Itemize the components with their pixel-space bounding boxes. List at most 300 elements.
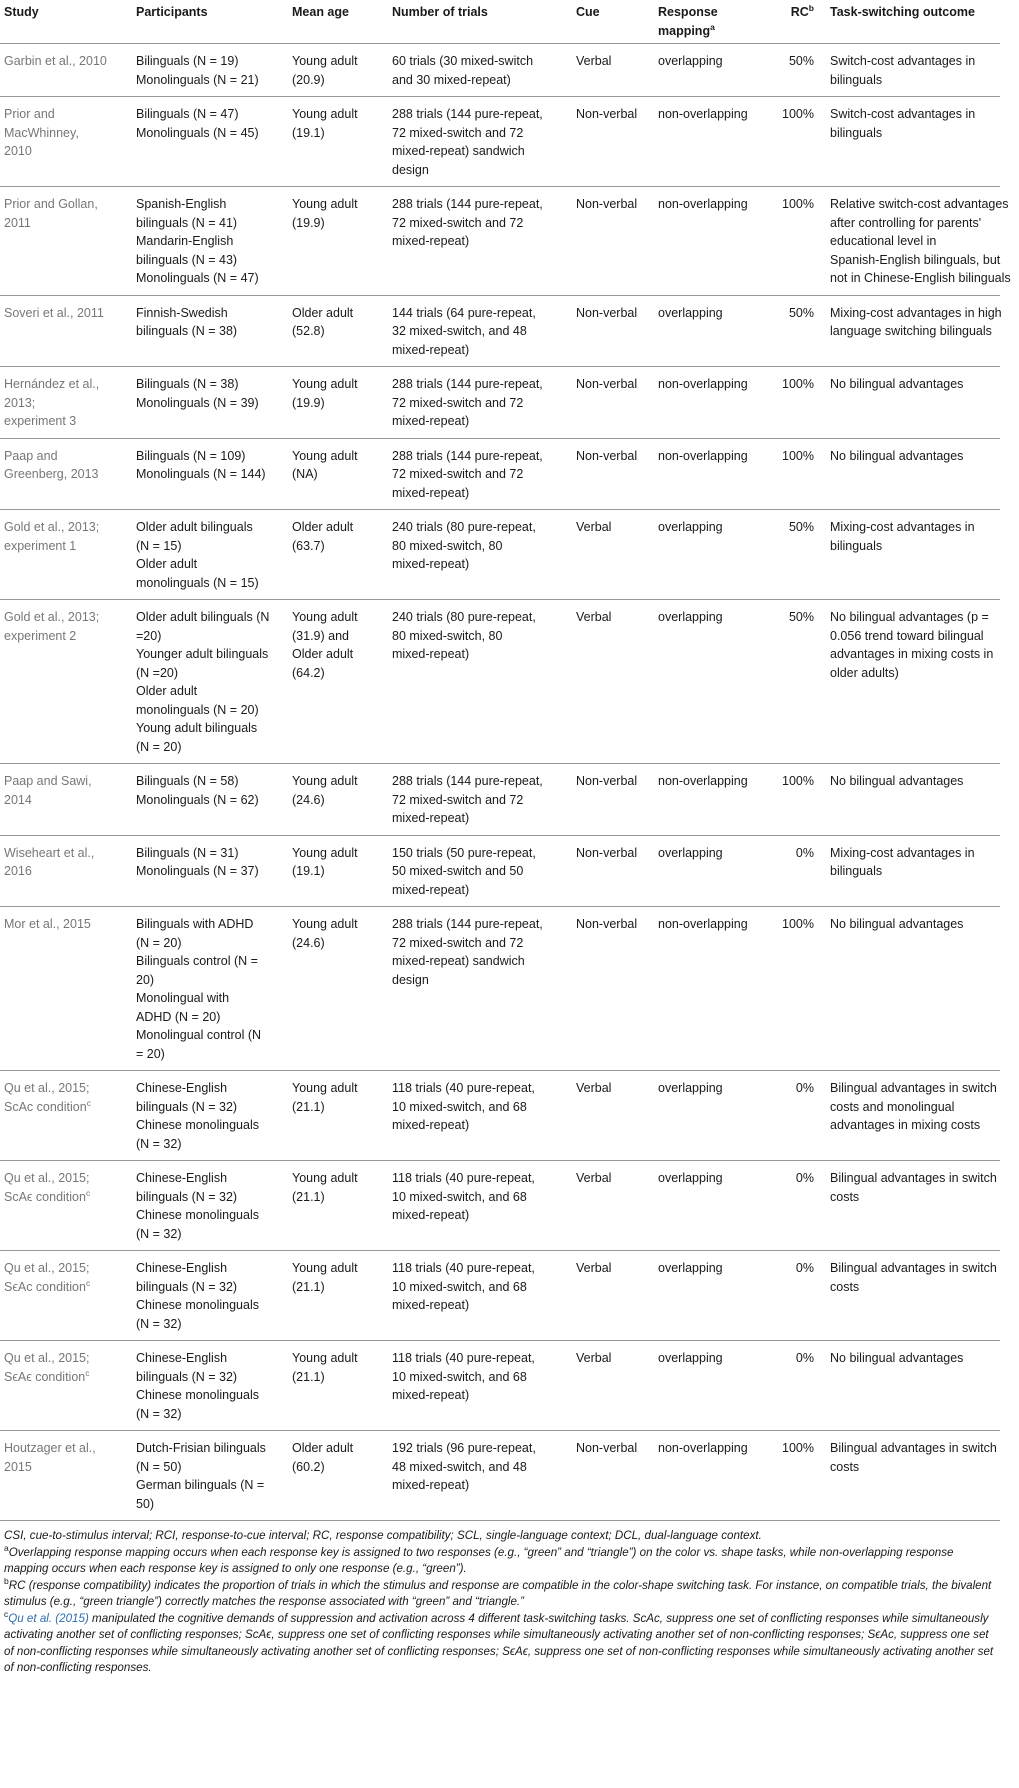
table-row <box>0 764 1000 836</box>
cue-cell: Non-verbal <box>572 367 654 439</box>
mean-age-cell-line: (21.1) <box>292 1189 325 1204</box>
study-cell-line: Hernández et al., <box>4 377 100 391</box>
header-trials: Number of trials <box>388 0 572 44</box>
mean-age-cell-line: Young adult <box>292 917 358 931</box>
outcome-cell-line: 0.056 trend toward bilingual <box>830 628 984 643</box>
mean-age-cell-line: (19.1) <box>292 864 325 878</box>
table-row <box>0 187 1000 296</box>
mean-age-cell <box>288 187 388 296</box>
study-cell <box>0 367 132 439</box>
outcome-cell-line: costs <box>830 1459 860 1474</box>
trials-cell <box>388 44 572 97</box>
rc-cell: 100% <box>768 367 826 439</box>
rc-cell: 100% <box>768 764 826 836</box>
mean-age-cell-line: Young adult <box>292 1261 358 1275</box>
table-row <box>0 295 1000 367</box>
mean-age-cell-line: Older adult <box>292 647 354 661</box>
outcome-cell <box>826 438 1000 510</box>
table-row <box>0 907 1000 1071</box>
participants-cell-line: Monolinguals (N = 45) <box>136 125 259 140</box>
cue-cell: Non-verbal <box>572 295 654 367</box>
cue-cell: Verbal <box>572 1251 654 1341</box>
study-cell-line: 2016 <box>4 864 32 878</box>
mean-age-cell-line: (64.2) <box>292 665 325 680</box>
mean-age-cell-line: (19.9) <box>292 215 325 230</box>
participants-cell-line: Bilinguals (N = 58) <box>136 774 239 788</box>
trials-cell-line: 80 mixed-switch, 80 <box>392 628 503 643</box>
study-cell-line: ScAϵ condition$^c$ <box>4 1187 91 1204</box>
cue-cell: Verbal <box>572 44 654 97</box>
outcome-cell-line: Mixing-cost advantages in <box>830 845 975 860</box>
participants-cell-line: (N = 15) <box>136 538 182 553</box>
study-cell-line: experiment 3 <box>4 414 77 428</box>
outcome-cell-line: advantages in mixing costs <box>830 1118 981 1132</box>
study-cell <box>0 1071 132 1161</box>
outcome-cell <box>826 907 1000 1071</box>
mean-age-cell <box>288 600 388 764</box>
participants-cell-line: (N = 32) <box>136 1316 182 1331</box>
cue-cell: Non-verbal <box>572 764 654 836</box>
outcome-cell-line: Mixing-cost advantages in <box>830 520 975 534</box>
participants-cell-line: Young adult bilinguals <box>136 721 258 735</box>
participants-cell-line: Chinese-English <box>136 1081 228 1095</box>
participants-cell <box>132 1161 288 1251</box>
participants-cell-line: Monolinguals (N = 62) <box>136 792 259 807</box>
study-cell-line: 2013; <box>4 395 36 410</box>
participants-cell-line: (N = 32) <box>136 1226 182 1241</box>
trials-cell-line: 118 trials (40 pure-repeat, <box>392 1081 535 1095</box>
mapping-cell: non-overlapping <box>654 764 768 836</box>
trials-cell-line: 72 mixed-switch and 72 <box>392 215 524 230</box>
trials-cell-line: mixed-repeat) <box>392 647 470 661</box>
footnote-c: $^c$Qu et al. (2015) manipulated the cognitive demands of suppression and activation across 4 different task-switching tasks. ScAc, suppress one set of conflicting responses while simultaneously activating another set of conflicting responses; ScAϵ, suppress one set of conflicting responses while simultaneously activating another set of non-conflicting responses; SϵAc, suppress one set of non-conflicting responses while simultaneously activating another set of conflicting responses; SϵAϵ, suppress one set of non-conflicting responses while simultaneously activating another set of non-conflicting responses. <box>4 1608 994 1674</box>
table-row <box>0 367 1000 439</box>
cue-cell: Verbal <box>572 510 654 600</box>
trials-cell-line: mixed-repeat) <box>392 1118 470 1132</box>
participants-cell-line: Monolinguals (N = 144) <box>136 467 266 481</box>
outcome-cell-line: Switch-cost advantages in <box>830 107 976 121</box>
study-cell <box>0 187 132 296</box>
outcome-cell-line: bilinguals <box>830 864 883 878</box>
header-cue: Cue <box>572 0 654 44</box>
trials-cell-line: 32 mixed-switch, and 48 <box>392 324 527 338</box>
trials-cell-line: 72 mixed-switch and 72 <box>392 935 524 950</box>
participants-cell-line: 50) <box>136 1496 155 1511</box>
footnote-marker: c <box>86 1097 91 1108</box>
mean-age-cell-line: (52.8) <box>292 324 325 338</box>
participants-cell <box>132 367 288 439</box>
outcome-cell <box>826 44 1000 97</box>
table-header-row <box>0 0 1000 44</box>
outcome-cell <box>826 97 1000 187</box>
mean-age-cell-line: (NA) <box>292 467 318 481</box>
participants-cell <box>132 295 288 367</box>
study-cell-line: SϵAϵ condition$^c$ <box>4 1367 90 1384</box>
trials-cell <box>388 97 572 187</box>
outcome-cell-line: Bilingual advantages in switch <box>830 1441 997 1455</box>
study-cell <box>0 295 132 367</box>
mean-age-cell <box>288 1341 388 1431</box>
participants-cell-line: 20) <box>136 972 155 987</box>
participants-cell <box>132 764 288 836</box>
outcome-cell-line: No bilingual advantages (p = <box>830 610 989 624</box>
outcome-cell <box>826 295 1000 367</box>
participants-cell-line: Older adult bilinguals <box>136 520 253 534</box>
mapping-cell: overlapping <box>654 1071 768 1161</box>
participants-cell-line: (N = 32) <box>136 1406 182 1421</box>
participants-cell <box>132 97 288 187</box>
mean-age-cell-line: (21.1) <box>292 1099 325 1114</box>
trials-cell-line: 72 mixed-switch and 72 <box>392 792 524 807</box>
mean-age-cell-line: (24.6) <box>292 792 325 807</box>
participants-cell <box>132 600 288 764</box>
mapping-cell: overlapping <box>654 510 768 600</box>
participants-cell-line: Younger adult bilinguals <box>136 647 269 661</box>
participants-cell-line: Chinese-English <box>136 1261 228 1275</box>
outcome-cell-line: costs <box>830 1279 860 1294</box>
mapping-cell: overlapping <box>654 1341 768 1431</box>
participants-cell <box>132 835 288 907</box>
study-cell-line: 2011 <box>4 215 31 230</box>
trials-cell-line: 288 trials (144 pure-repeat, <box>392 917 543 931</box>
trials-cell-line: 288 trials (144 pure-repeat, <box>392 774 543 788</box>
mean-age-cell-line: Young adult <box>292 1171 358 1185</box>
rc-cell: 50% <box>768 600 826 764</box>
trials-cell-line: 288 trials (144 pure-repeat, <box>392 448 543 463</box>
mapping-cell: non-overlapping <box>654 1431 768 1521</box>
participants-cell-line: monolinguals (N = 20) <box>136 702 259 717</box>
participants-cell <box>132 44 288 97</box>
participants-cell-line: Chinese-English <box>136 1351 228 1365</box>
header-rc: $RC^b$ <box>768 0 826 44</box>
mapping-cell: non-overlapping <box>654 907 768 1071</box>
outcome-cell-line: Spanish-English bilinguals, but <box>830 252 1001 267</box>
trials-cell-line: 288 trials (144 pure-repeat, <box>392 197 543 211</box>
outcome-cell-line: advantages in mixing costs in <box>830 647 994 661</box>
mapping-cell: overlapping <box>654 295 768 367</box>
participants-cell <box>132 1251 288 1341</box>
rc-cell: 50% <box>768 510 826 600</box>
participants-cell-line: (N = 50) <box>136 1459 182 1474</box>
mean-age-cell-line: Young adult <box>292 377 358 391</box>
table-row <box>0 600 1000 764</box>
trials-cell-line: 10 mixed-switch, and 68 <box>392 1369 527 1384</box>
mean-age-cell-line: Young adult <box>292 610 358 624</box>
outcome-cell <box>826 187 1011 296</box>
cue-cell: Non-verbal <box>572 97 654 187</box>
participants-cell <box>132 907 288 1071</box>
outcome-cell <box>826 367 1000 439</box>
table-row <box>0 835 1000 907</box>
footnote-abbreviations: CSI, cue-to-stimulus interval; RCI, response-to-cue interval; RC, response compatibility; SCL, single-language context; DCL, dual-language context. <box>4 1529 762 1542</box>
outcome-cell-line: bilinguals <box>830 538 883 553</box>
trials-cell-line: 288 trials (144 pure-repeat, <box>392 107 543 121</box>
table-row <box>0 44 1000 97</box>
outcome-cell-line: No bilingual advantages <box>830 377 964 391</box>
outcome-cell-line: costs <box>830 1189 860 1204</box>
rc-cell: 0% <box>768 1251 826 1341</box>
trials-cell <box>388 907 572 1071</box>
trials-cell-line: 50 mixed-switch and 50 <box>392 864 524 878</box>
outcome-cell <box>826 764 1000 836</box>
cue-cell: Verbal <box>572 1161 654 1251</box>
mean-age-cell-line: (60.2) <box>292 1459 325 1474</box>
study-cell-line: Soveri et al., 2011 <box>4 305 104 320</box>
outcome-cell-line: Mixing-cost advantages in high <box>830 305 1002 320</box>
mean-age-cell-line: Young adult <box>292 774 358 788</box>
mean-age-cell-line: Older adult <box>292 1441 354 1455</box>
participants-cell-line: (N = 20) <box>136 739 182 754</box>
participants-cell-line: (N = 32) <box>136 1136 182 1151</box>
participants-cell-line: Dutch-Frisian bilinguals <box>136 1441 266 1455</box>
table-row <box>0 97 1000 187</box>
participants-cell-line: bilinguals (N = 32) <box>136 1189 238 1204</box>
participants-cell-line: bilinguals (N = 32) <box>136 1099 238 1114</box>
trials-cell <box>388 1251 572 1341</box>
header-study: Study <box>0 0 132 44</box>
mean-age-cell-line: (19.1) <box>292 125 325 140</box>
outcome-cell <box>826 1251 1000 1341</box>
participants-cell-line: bilinguals (N = 38) <box>136 324 238 338</box>
participants-cell-line: Monolinguals (N = 39) <box>136 395 259 410</box>
mean-age-cell <box>288 97 388 187</box>
trials-cell-line: mixed-repeat) <box>392 557 470 571</box>
study-cell <box>0 907 132 1071</box>
participants-cell-line: =20) <box>136 628 162 643</box>
mapping-cell: overlapping <box>654 600 768 764</box>
trials-cell <box>388 600 572 764</box>
outcome-cell-line: educational level in <box>830 234 937 248</box>
mean-age-cell-line: Older adult <box>292 305 354 320</box>
trials-cell-line: mixed-repeat) <box>392 811 470 825</box>
mean-age-cell <box>288 764 388 836</box>
study-cell <box>0 44 132 97</box>
rc-cell: 50% <box>768 44 826 97</box>
table-footnotes <box>0 1521 998 1677</box>
rc-cell: 100% <box>768 187 826 296</box>
participants-cell-line: (N =20) <box>136 665 179 680</box>
trials-cell-line: 72 mixed-switch and 72 <box>392 395 524 410</box>
trials-cell-line: 240 trials (80 pure-repeat, <box>392 520 536 534</box>
outcome-cell <box>826 1071 1000 1161</box>
participants-cell <box>132 1341 288 1431</box>
study-cell-line: ScAc condition$^c$ <box>4 1097 91 1114</box>
participants-cell-line: monolinguals (N = 15) <box>136 575 259 590</box>
participants-cell <box>132 438 288 510</box>
mean-age-cell <box>288 1431 388 1521</box>
study-cell-line: Qu et al., 2015; <box>4 1171 90 1185</box>
study-cell-line: Gold et al., 2013; <box>4 610 100 624</box>
trials-cell-line: design <box>392 162 429 177</box>
mean-age-cell <box>288 1251 388 1341</box>
cue-cell: Non-verbal <box>572 1431 654 1521</box>
trials-cell-line: and 30 mixed-repeat) <box>392 72 511 87</box>
study-cell-line: MacWhinney, <box>4 125 79 140</box>
participants-cell-line: Bilinguals control (N = <box>136 954 258 968</box>
outcome-cell-line: older adults) <box>830 665 899 680</box>
study-cell-line: Wiseheart et al., <box>4 845 95 860</box>
study-cell-line: Qu et al., 2015; <box>4 1081 90 1095</box>
participants-cell-line: bilinguals (N = 43) <box>136 252 238 267</box>
outcome-cell <box>826 600 1000 764</box>
trials-cell-line: 60 trials (30 mixed-switch <box>392 54 534 68</box>
participants-cell-line: Bilinguals (N = 19) <box>136 54 239 68</box>
trials-cell-line: 72 mixed-switch and 72 <box>392 125 524 140</box>
trials-cell-line: 144 trials (64 pure-repeat, <box>392 305 536 320</box>
outcome-cell <box>826 835 1000 907</box>
study-cell-line: 2014 <box>4 792 32 807</box>
participants-cell-line: Older adult <box>136 684 198 698</box>
participants-cell-line: Bilinguals (N = 38) <box>136 377 239 391</box>
participants-cell-line: Monolingual with <box>136 991 230 1005</box>
participants-cell-line: Monolinguals (N = 37) <box>136 864 259 878</box>
mapping-cell: overlapping <box>654 1161 768 1251</box>
rc-cell: 100% <box>768 438 826 510</box>
trials-cell-line: mixed-repeat) <box>392 882 470 897</box>
footnote-b: $^b$RC (response compatibility) indicates the proportion of trials in which the stimulus and response are compatible in the color-shape switching task. For instance, on compatible trials, the bivalent stimulus (e.g., “green triangle”) correctly matches the response associated with “green” and “triangle.” <box>4 1575 992 1608</box>
trials-cell-line: mixed-repeat) sandwich <box>392 144 525 158</box>
trials-cell-line: mixed-repeat) <box>392 414 470 428</box>
mapping-cell: non-overlapping <box>654 367 768 439</box>
study-cell-line: Paap and <box>4 448 58 463</box>
cue-cell: Non-verbal <box>572 187 654 296</box>
rc-cell: 100% <box>768 907 826 1071</box>
study-cell-line: Qu et al., 2015; <box>4 1351 90 1365</box>
study-cell <box>0 1251 132 1341</box>
mean-age-cell <box>288 1071 388 1161</box>
header-participants: Participants <box>132 0 288 44</box>
participants-cell-line: bilinguals (N = 32) <box>136 1369 238 1384</box>
study-cell <box>0 97 132 187</box>
study-cell-line: Paap and Sawi, <box>4 774 92 788</box>
table-row <box>0 1341 1000 1431</box>
participants-cell-line: = 20) <box>136 1046 165 1061</box>
table-row <box>0 1161 1000 1251</box>
participants-cell-line: bilinguals (N = 32) <box>136 1279 238 1294</box>
mean-age-cell-line: (20.9) <box>292 72 325 87</box>
outcome-cell-line: bilinguals <box>830 72 883 87</box>
outcome-cell-line: Relative switch-cost advantages <box>830 197 1009 211</box>
trials-cell-line: 80 mixed-switch, 80 <box>392 538 503 553</box>
trials-cell-line: 118 trials (40 pure-repeat, <box>392 1171 535 1185</box>
study-cell-line: Greenberg, 2013 <box>4 467 99 481</box>
trials-cell <box>388 187 572 296</box>
study-cell-line: Prior and Gollan, <box>4 197 98 211</box>
study-cell-line: Gold et al., 2013; <box>4 520 100 534</box>
mean-age-cell-line: Older adult <box>292 520 354 534</box>
outcome-cell <box>826 1431 1000 1521</box>
rc-cell: 100% <box>768 97 826 187</box>
citation-link[interactable]: Qu et al. (2015) <box>8 1611 89 1625</box>
mean-age-cell <box>288 1161 388 1251</box>
rc-cell: 100% <box>768 1431 826 1521</box>
mean-age-cell-line: (19.9) <box>292 395 325 410</box>
mean-age-cell-line: (21.1) <box>292 1279 325 1294</box>
participants-cell-line: (N = 20) <box>136 935 182 950</box>
participants-cell <box>132 510 288 600</box>
outcome-cell-line: No bilingual advantages <box>830 917 964 931</box>
mean-age-cell-line: (21.1) <box>292 1369 325 1384</box>
participants-cell-line: Chinese monolinguals <box>136 1208 259 1222</box>
participants-cell-line: Mandarin-English <box>136 234 234 248</box>
trials-cell-line: mixed-repeat) <box>392 485 470 500</box>
trials-cell <box>388 1071 572 1161</box>
trials-cell <box>388 1431 572 1521</box>
outcome-cell-line: Switch-cost advantages in <box>830 54 976 68</box>
table-row <box>0 510 1000 600</box>
table-row <box>0 1071 1000 1161</box>
trials-cell <box>388 438 572 510</box>
trials-cell-line: 118 trials (40 pure-repeat, <box>392 1261 535 1275</box>
trials-cell <box>388 510 572 600</box>
footnote-marker: c <box>85 1367 90 1378</box>
participants-cell-line: Monolingual control (N <box>136 1028 262 1042</box>
mean-age-cell-line: Young adult <box>292 845 358 860</box>
participants-cell-line: ADHD (N = 20) <box>136 1009 221 1024</box>
study-cell <box>0 835 132 907</box>
study-cell-line: Mor et al., 2015 <box>4 917 91 931</box>
participants-cell-line: Bilinguals (N = 47) <box>136 107 239 121</box>
mean-age-cell-line: Young adult <box>292 197 358 211</box>
participants-cell-line: Finnish-Swedish <box>136 305 228 320</box>
mean-age-cell <box>288 295 388 367</box>
outcome-cell-line: No bilingual advantages <box>830 448 964 463</box>
trials-cell <box>388 835 572 907</box>
mean-age-cell-line: (24.6) <box>292 935 325 950</box>
outcome-cell-line: Bilingual advantages in switch <box>830 1261 997 1275</box>
mean-age-cell <box>288 367 388 439</box>
outcome-cell-line: costs and monolingual <box>830 1099 955 1114</box>
trials-cell-line: mixed-repeat) <box>392 1388 470 1402</box>
cue-cell: Verbal <box>572 1071 654 1161</box>
trials-cell <box>388 1341 572 1431</box>
participants-cell-line: Monolinguals (N = 47) <box>136 271 259 285</box>
study-cell <box>0 1341 132 1431</box>
study-cell <box>0 510 132 600</box>
trials-cell-line: 118 trials (40 pure-repeat, <box>392 1351 535 1365</box>
study-cell-line: 2010 <box>4 144 32 158</box>
trials-cell-line: 10 mixed-switch, and 68 <box>392 1189 527 1204</box>
study-cell-line: experiment 1 <box>4 538 77 553</box>
mean-age-cell-line: Young adult <box>292 1081 358 1095</box>
mean-age-cell <box>288 438 388 510</box>
participants-cell-line: Spanish-English <box>136 197 227 211</box>
outcome-cell-line: language switching bilinguals <box>830 324 992 338</box>
table-row <box>0 1251 1000 1341</box>
footnote-marker: c <box>85 1277 91 1288</box>
mean-age-cell-line: (63.7) <box>292 538 325 553</box>
mapping-cell: overlapping <box>654 1251 768 1341</box>
mean-age-cell-line: Young adult <box>292 54 358 68</box>
outcome-cell-line: No bilingual advantages <box>830 774 964 788</box>
trials-cell-line: 192 trials (96 pure-repeat, <box>392 1441 536 1455</box>
header-response-mapping: Response mapping$^a$ <box>654 0 768 44</box>
study-cell-line: Garbin et al., 2010 <box>4 54 107 68</box>
study-cell <box>0 764 132 836</box>
study-cell <box>0 438 132 510</box>
mapping-cell: overlapping <box>654 44 768 97</box>
outcome-cell <box>826 510 1000 600</box>
trials-cell-line: 48 mixed-switch, and 48 <box>392 1459 527 1474</box>
study-cell <box>0 1161 132 1251</box>
participants-cell-line: Bilinguals with ADHD <box>136 917 254 931</box>
participants-cell <box>132 1071 288 1161</box>
mapping-cell: non-overlapping <box>654 438 768 510</box>
footnote-marker: c <box>85 1187 91 1198</box>
trials-cell-line: design <box>392 972 429 987</box>
trials-cell-line: 10 mixed-switch, and 68 <box>392 1099 527 1114</box>
study-cell-line: experiment 2 <box>4 628 77 643</box>
